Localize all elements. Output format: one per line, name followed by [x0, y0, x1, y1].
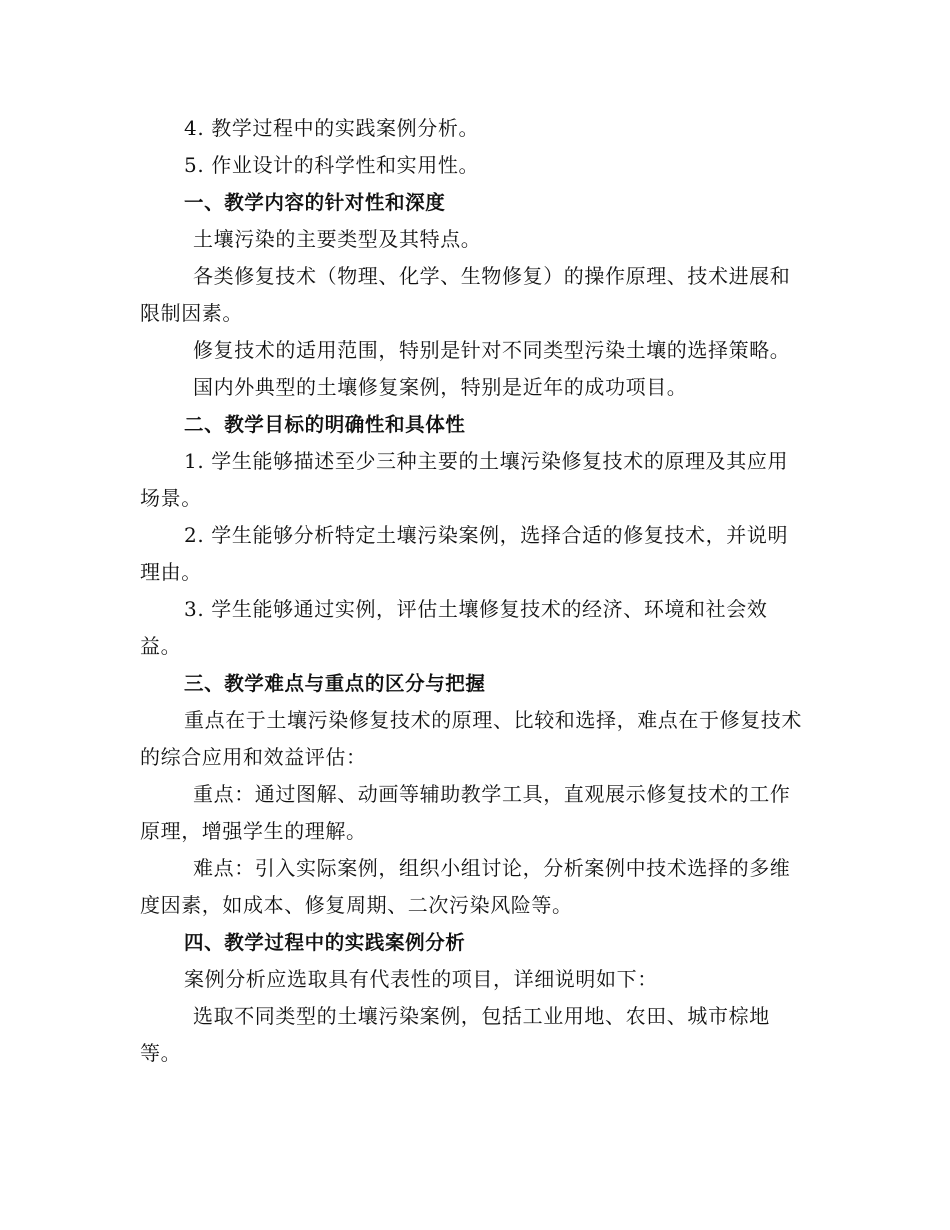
section-4-heading: 四、教学过程中的实践案例分析	[184, 931, 466, 954]
section-1-paragraph: 国内外典型的土壤修复案例，特别是近年的成功项目。	[193, 375, 688, 399]
section-2-paragraph: 2. 学生能够分析特定土壤污染案例，选择合适的修复技术，并说明理由。	[140, 523, 789, 584]
list-item-4: 4. 教学过程中的实践案例分析。	[184, 116, 480, 140]
section-3-heading: 三、教学难点与重点的区分与把握	[184, 672, 486, 695]
section-1-heading: 一、教学内容的针对性和深度	[184, 191, 446, 214]
section-3-paragraph: 难点：引入实际案例，组织小组讨论，分析案例中技术选择的多维度因素，如成本、修复周期、二次污染风险等。	[140, 856, 791, 917]
section-4-paragraph: 选取不同类型的土壤污染案例，包括工业用地、农田、城市棕地等。	[140, 1004, 770, 1065]
section-1-paragraph: 修复技术的适用范围，特别是针对不同类型污染土壤的选择策略。	[193, 338, 791, 362]
section-3-paragraph: 重点：通过图解、动画等辅助教学工具，直观展示修复技术的工作原理，增强学生的理解。	[140, 782, 791, 843]
section-2-paragraph: 3. 学生能够通过实例，评估土壤修复技术的经济、环境和社会效益。	[140, 597, 768, 658]
document-body	[140, 110, 808, 1072]
section-2-heading: 二、教学目标的明确性和具体性	[184, 413, 466, 436]
list-item-5: 5. 作业设计的科学性和实用性。	[184, 153, 480, 177]
section-3-paragraph: 重点在于土壤污染修复技术的原理、比较和选择，难点在于修复技术的综合应用和效益评估：	[140, 708, 802, 769]
section-1-paragraph: 土壤污染的主要类型及其特点。	[193, 227, 482, 251]
section-1-paragraph: 各类修复技术（物理、化学、生物修复）的操作原理、技术进展和限制因素。	[140, 264, 791, 325]
section-2-paragraph: 1. 学生能够描述至少三种主要的土壤污染修复技术的原理及其应用场景。	[140, 449, 789, 510]
section-4-paragraph: 案例分析应选取具有代表性的项目，详细说明如下：	[184, 967, 658, 991]
